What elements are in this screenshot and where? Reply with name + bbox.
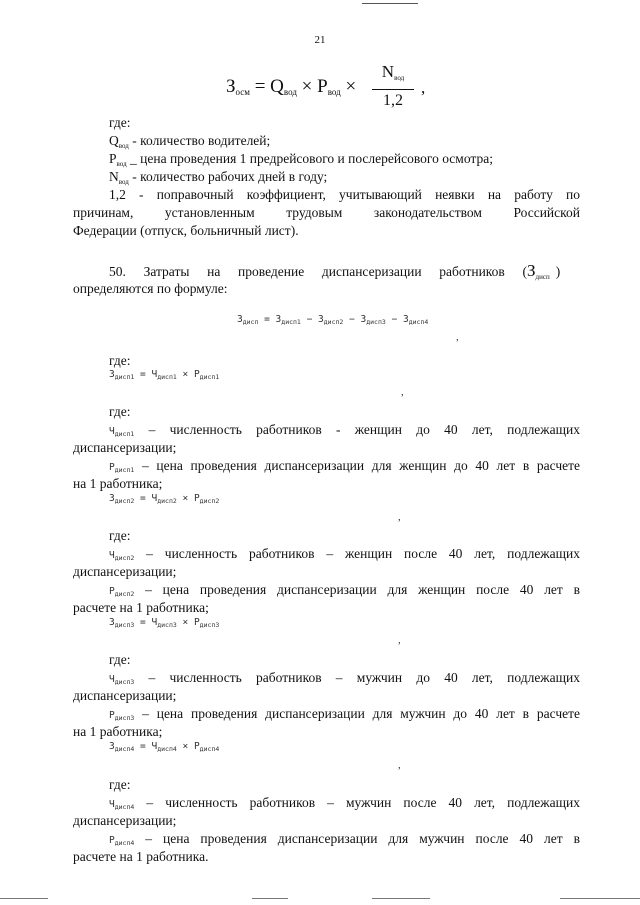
definition-text: – численность работников – женщин после 40 лет, подлежащих <box>134 546 580 561</box>
var-symbol: P <box>109 710 115 721</box>
definition-text: – численность работников – мужчин после 40 лет, подлежащих <box>134 795 580 810</box>
formula-comma: , <box>421 78 426 97</box>
formula-subscript: дисп4 <box>114 745 135 753</box>
formula-symbol: = Q <box>249 76 284 97</box>
formula-subscript: дисп <box>535 273 550 281</box>
formula-symbol: = Ч <box>134 741 158 752</box>
formula-symbol: З <box>109 741 115 752</box>
where-label: где: <box>109 404 131 419</box>
formula-symbol: × P <box>296 76 328 97</box>
item-50-line2: определяются по формуле: <box>73 281 228 296</box>
var-subscript: дисп4 <box>114 803 135 811</box>
formula-subscript: дисп3 <box>366 318 386 326</box>
fraction-numerator <box>372 62 414 90</box>
definition-ch-line1 <box>109 545 580 567</box>
formula-subscript: дисп1 <box>157 373 177 381</box>
definition-p-line2: на 1 работника; <box>73 724 163 739</box>
definition-p-line2: расчете на 1 работника; <box>73 600 209 615</box>
main-formula-lhs <box>226 76 356 98</box>
formula-disp2 <box>109 493 219 505</box>
formula-symbol: N <box>381 62 395 81</box>
formula-subscript: дисп2 <box>114 497 135 505</box>
formula-symbol: − З <box>343 314 367 325</box>
formula-symbol: × P <box>176 617 200 628</box>
formula-symbol: − З <box>385 314 409 325</box>
formula-subscript: дисп1 <box>281 318 301 326</box>
item-50-text: ) <box>555 264 561 279</box>
main-formula <box>226 62 486 122</box>
formula-symbol: З <box>237 314 243 325</box>
formula-symbol: × P <box>176 369 200 380</box>
definition-ch-line1 <box>109 421 580 443</box>
definition-text: _ цена проведения 1 предрейсового и послерейсового осмотра; <box>126 151 493 166</box>
formula-subscript: дисп3 <box>199 621 220 629</box>
formula-subscript: дисп2 <box>323 318 344 326</box>
definition-p-line2: на 1 работника; <box>73 476 163 491</box>
formula-subscript: дисп4 <box>157 745 177 753</box>
formula-symbol: × P <box>176 741 200 752</box>
formula-symbol: = Ч <box>134 617 158 628</box>
item-50-text: 50. Затраты на проведение диспансеризации работников ( <box>109 264 527 279</box>
formula-symbol: − З <box>300 314 324 325</box>
definition-text: – численность работников - женщин до 40 лет, подлежащих <box>134 422 580 437</box>
where-label: где: <box>109 115 131 130</box>
var-subscript: вод <box>118 142 129 150</box>
var-symbol: P <box>109 151 117 166</box>
formula-symbol: З <box>527 261 536 280</box>
definition-text: – цена проведения диспансеризации для женщин до 40 лет в расчете <box>134 458 580 473</box>
definition-text: - количество рабочих дней в году; <box>128 169 328 184</box>
formula-comma: , <box>398 634 401 646</box>
formula-subscript: вод <box>327 87 341 97</box>
formula-subscript: дисп4 <box>408 318 429 326</box>
definition-p-line1 <box>109 705 580 727</box>
formula-subscript: дисп1 <box>114 373 135 381</box>
definition-p-line2: расчете на 1 работника. <box>73 849 209 864</box>
var-subscript: дисп2 <box>114 554 135 562</box>
formula-disp4 <box>109 741 219 753</box>
formula-subscript: дисп2 <box>199 497 220 505</box>
definition-ch-line1 <box>109 669 580 691</box>
formula-subscript: вод <box>394 74 405 82</box>
formula-symbol: З <box>109 369 115 380</box>
var-subscript: вод <box>116 160 127 168</box>
var-subscript: вод <box>118 178 129 186</box>
formula-disp1 <box>109 369 219 381</box>
where-label: где: <box>109 528 131 543</box>
formula-symbol: З <box>226 76 236 97</box>
var-symbol: Ч <box>109 426 115 437</box>
var-subscript: дисп4 <box>114 839 135 847</box>
where-label: где: <box>109 777 131 792</box>
formula-subscript: дисп3 <box>157 621 177 629</box>
var-subscript: дисп3 <box>114 678 135 686</box>
top-rule <box>362 3 418 4</box>
definition-text: - количество водителей; <box>128 133 271 148</box>
formula-subscript: дисп1 <box>199 373 220 381</box>
formula-symbol: З <box>109 493 115 504</box>
var-symbol: P <box>109 462 115 473</box>
where-label: где: <box>109 353 131 368</box>
formula-comma: , <box>401 386 404 398</box>
formula-symbol: × P <box>176 493 200 504</box>
definition-text: – численность работников – мужчин до 40 лет, подлежащих <box>134 670 580 685</box>
formula-total <box>237 314 428 326</box>
var-symbol: P <box>109 835 115 846</box>
formula-subscript: вод <box>283 87 297 97</box>
definition-text: – цена проведения диспансеризации для женщин после 40 лет в <box>134 582 580 597</box>
fraction-denominator: 1,2 <box>383 92 403 109</box>
definition-k-line3: Федерации (отпуск, больничный лист). <box>73 223 299 238</box>
var-symbol: Ч <box>109 550 115 561</box>
definition-ch-line2: диспансеризации; <box>73 813 177 828</box>
formula-disp3 <box>109 617 219 629</box>
formula-symbol: = Ч <box>134 369 158 380</box>
formula-subscript: дисп3 <box>114 621 135 629</box>
definition-ch-line2: диспансеризации; <box>73 440 177 455</box>
formula-subscript: дисп4 <box>199 745 220 753</box>
var-symbol: Ч <box>109 799 115 810</box>
definition-ch-line1 <box>109 794 580 816</box>
definition-text: – цена проведения диспансеризации для мужчин до 40 лет в расчете <box>134 706 580 721</box>
definition-k-line1: 1,2 - поправочный коэффициент, учитывающий неявки на работу по <box>109 187 580 202</box>
formula-subscript: дисп <box>242 318 259 326</box>
definition-text: – цена проведения диспансеризации для мужчин после 40 лет в <box>134 831 580 846</box>
formula-symbol: = З <box>258 314 282 325</box>
definition-ch-line2: диспансеризации; <box>73 688 177 703</box>
formula-symbol: × <box>340 76 357 97</box>
formula-symbol: = Ч <box>134 493 158 504</box>
page-number: 21 <box>314 34 326 46</box>
var-symbol: N <box>109 169 119 184</box>
var-symbol: Ч <box>109 674 115 685</box>
var-subscript: дисп1 <box>114 466 135 474</box>
var-subscript: дисп1 <box>114 430 135 438</box>
formula-comma: , <box>398 511 401 523</box>
formula-subscript: дисп2 <box>157 497 177 505</box>
formula-symbol: З <box>109 617 115 628</box>
var-subscript: дисп2 <box>114 590 135 598</box>
bottom-scan-marks <box>0 898 640 900</box>
formula-subscript: осм <box>235 87 250 97</box>
main-formula-fraction <box>372 62 414 112</box>
formula-comma: , <box>456 331 459 343</box>
var-symbol: P <box>109 586 115 597</box>
definition-p-line1 <box>109 457 580 479</box>
definition-k-line2: причинам, установленным трудовым законодательством Российской <box>73 205 580 220</box>
var-subscript: дисп3 <box>114 714 135 722</box>
where-label: где: <box>109 652 131 667</box>
var-symbol: Q <box>109 133 119 148</box>
formula-comma: , <box>398 759 401 771</box>
definition-ch-line2: диспансеризации; <box>73 564 177 579</box>
